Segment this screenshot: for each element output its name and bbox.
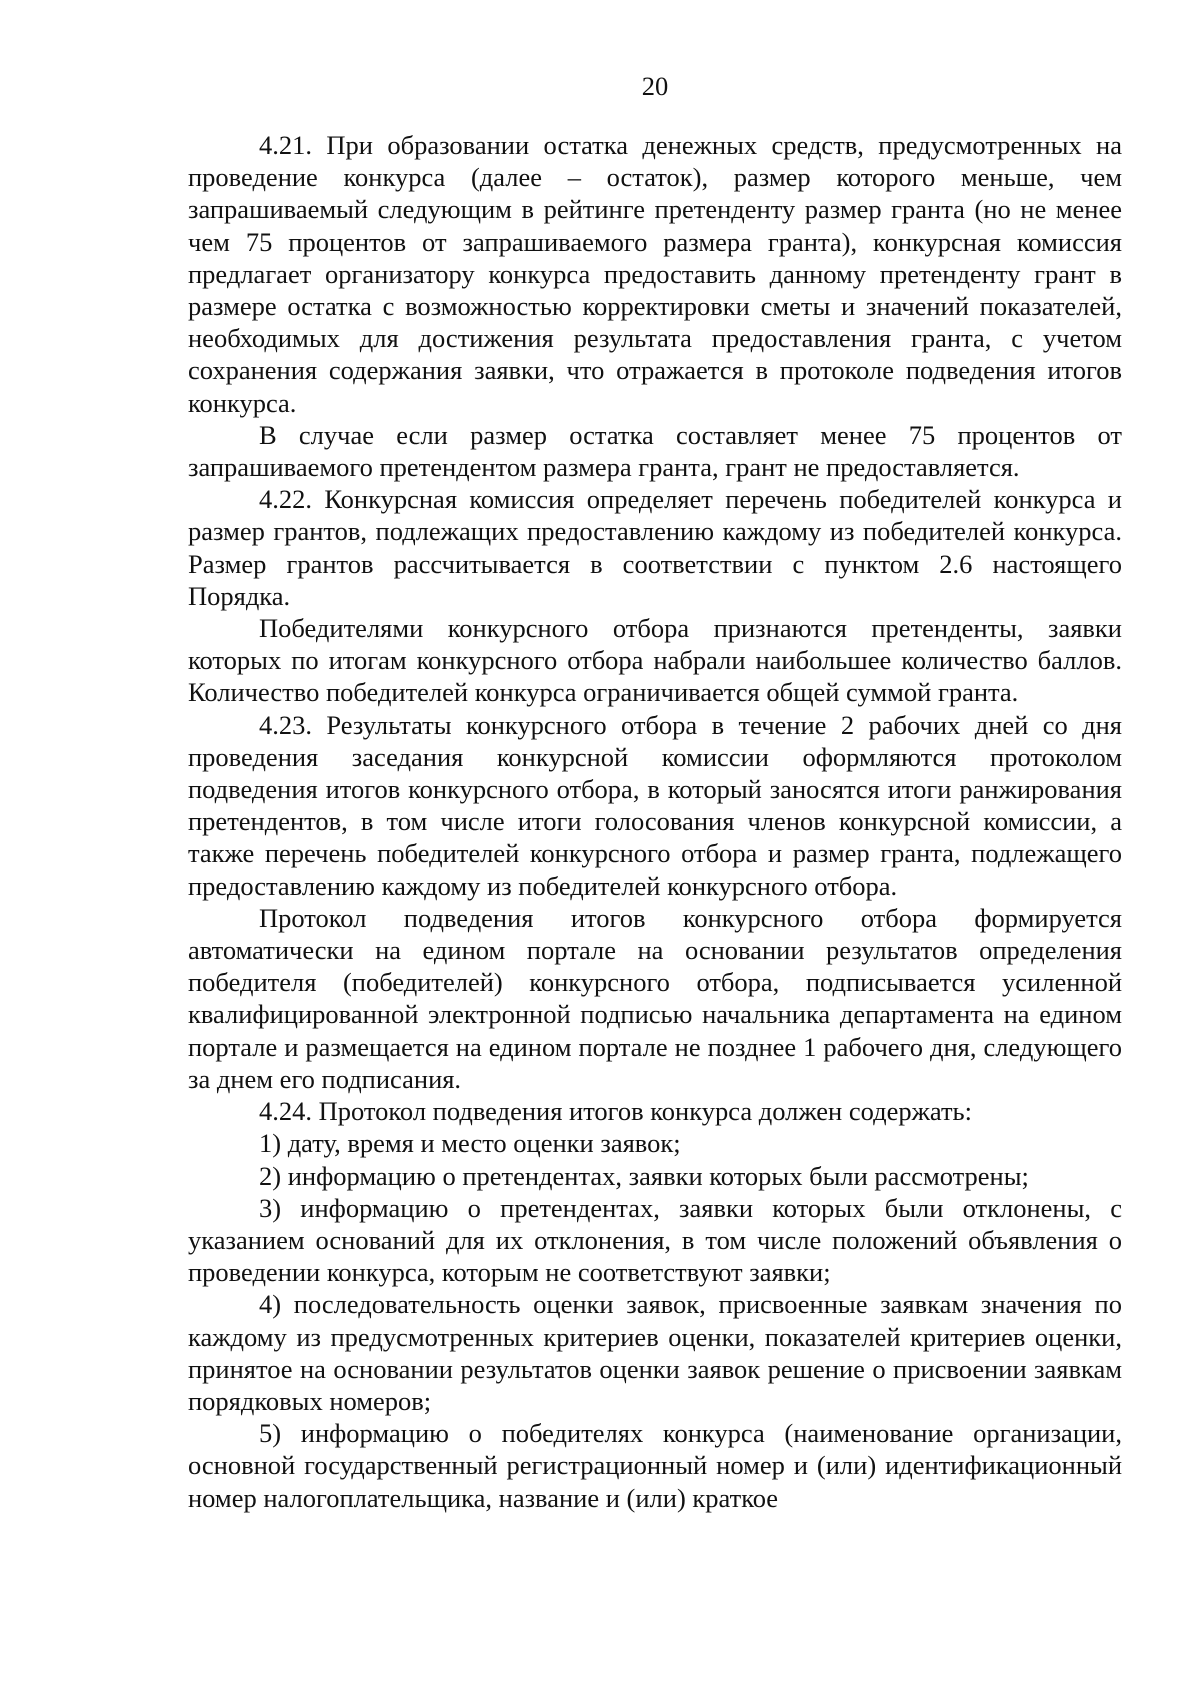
list-item-4: 4) последовательность оценки заявок, присвоенные заявкам значения по каждому из предусмотренных критериев оценки, показателей критериев оценки, принятое на основании результатов оценки заявок решение о присвоении заявкам порядковых номеров; xyxy=(188,1289,1122,1416)
paragraph-4-21: 4.21. При образовании остатка денежных средств, предусмотренных на проведение конкурса (далее – остаток), размер которого меньше, чем запрашиваемый следующим в рейтинге претенденту размер гранта (но не менее чем 75 процентов от запрашиваемого размера гранта), конкурсная комиссия предлагает организатору конкурса предоставить данному претенденту грант в размере остатка с возможностью корректировки сметы и значений показателей, необходимых для достижения результата предоставления гранта, с учетом сохранения содержания заявки, что отражается в протоколе подведения итогов конкурса. xyxy=(188,130,1122,418)
paragraph-protocol: Протокол подведения итогов конкурсного отбора формируется автоматически на едином портале на основании результатов определения победителя (победителей) конкурсного отбора, подписывается усиленной квалифицированной электронной подписью начальника департамента на едином портале и размещается на едином портале не позднее 1 рабочего дня, следующего за днем его подписания. xyxy=(188,902,1122,1094)
paragraph-4-24: 4.24. Протокол подведения итогов конкурса должен содержать: xyxy=(259,1096,973,1127)
document-page xyxy=(188,70,1122,1514)
list-item-1: 1) дату, время и место оценки заявок; xyxy=(259,1128,681,1159)
paragraph-4-22: 4.22. Конкурсная комиссия определяет перечень победителей конкурса и размер грантов, подлежащих предоставлению каждому из победителей конкурса. Размер грантов рассчитывается в соответствии с пунктом 2.6 настоящего Порядка. xyxy=(188,484,1122,611)
list-item-3: 3) информацию о претендентах, заявки которых были отклонены, с указанием оснований для их отклонения, в том числе положений объявления о проведении конкурса, которым не соответствуют заявки; xyxy=(188,1192,1122,1288)
page-number: 20 xyxy=(641,71,669,101)
paragraph-4-23: 4.23. Результаты конкурсного отбора в течение 2 рабочих дней со дня проведения заседания конкурсной комиссии оформляются протоколом подведения итогов конкурсного отбора, в который заносятся итоги ранжирования претендентов, в том числе итоги голосования членов конкурсной комиссии, а также перечень победителей конкурсного отбора и размер гранта, подлежащего предоставлению каждому из победителей конкурсного отбора. xyxy=(188,709,1122,901)
list-item-5: 5) информацию о победителях конкурса (наименование организации, основной государственный регистрационный номер и (или) идентификационный номер налогоплательщика, название и (или) краткое xyxy=(188,1418,1122,1513)
paragraph-remainder-note: В случае если размер остатка составляет менее 75 процентов от запрашиваемого претендентом размера гранта, грант не предоставляется. xyxy=(188,419,1122,483)
list-item-2: 2) информацию о претендентах, заявки которых были рассмотрены; xyxy=(259,1160,1029,1191)
paragraph-winners: Победителями конкурсного отбора признаются претенденты, заявки которых по итогам конкурсного отбора набрали наибольшее количество баллов. Количество победителей конкурса ограничивается общей суммой гранта. xyxy=(188,613,1122,708)
